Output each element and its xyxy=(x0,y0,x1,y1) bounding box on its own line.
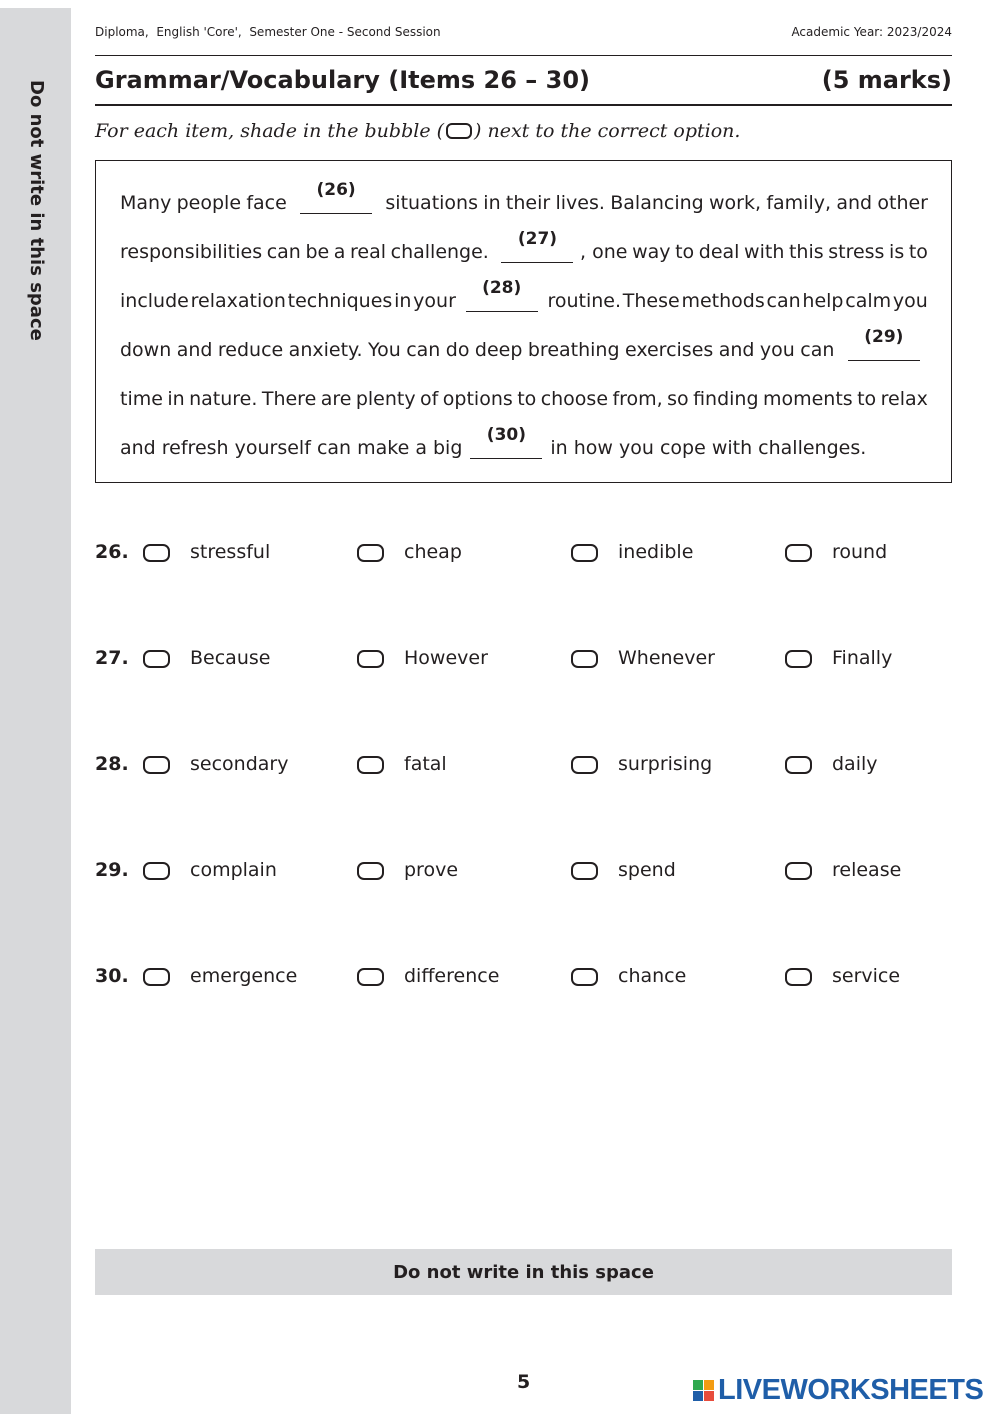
passage-word: finding xyxy=(693,388,759,410)
option-label: However xyxy=(404,647,488,669)
answer-bubble-icon[interactable] xyxy=(143,862,170,880)
blank-number: (27) xyxy=(517,229,558,249)
passage-word: so xyxy=(667,388,689,410)
passage-line-1 xyxy=(120,180,928,214)
passage-word: and xyxy=(176,339,213,361)
answer-blank-28 xyxy=(466,278,538,312)
passage-word: can xyxy=(266,241,301,263)
passage-word: family, xyxy=(766,192,832,214)
passage-word: work, xyxy=(709,192,762,214)
option-label: release xyxy=(832,859,902,881)
question-number: 27. xyxy=(95,647,129,669)
passage-word: you xyxy=(759,339,795,361)
page-number: 5 xyxy=(517,1371,531,1393)
answer-bubble-icon[interactable] xyxy=(357,650,384,668)
passage-word: are xyxy=(320,388,352,410)
answer-bubble-icon[interactable] xyxy=(357,968,384,986)
passage-word: time xyxy=(120,388,163,410)
question-row xyxy=(95,751,952,781)
brand-watermark xyxy=(693,1374,983,1407)
answer-bubble-icon[interactable] xyxy=(143,650,170,668)
answer-blank-30 xyxy=(470,425,542,459)
question-number: 29. xyxy=(95,859,129,881)
passage-word: in xyxy=(394,290,412,312)
header-divider xyxy=(95,55,952,56)
passage-word: deal xyxy=(698,241,740,263)
passage-word: of xyxy=(420,388,439,410)
passage-word: to xyxy=(857,388,877,410)
answer-bubble-icon[interactable] xyxy=(785,968,812,986)
option-label: complain xyxy=(190,859,277,881)
passage-word: real xyxy=(350,241,387,263)
passage-word: options xyxy=(442,388,513,410)
passage-word: breathing xyxy=(527,339,620,361)
passage-word: These xyxy=(622,290,680,312)
blank-number: (28) xyxy=(482,278,522,298)
passage-word: do xyxy=(445,339,470,361)
passage-word: to xyxy=(675,241,695,263)
passage-text: in how you cope with challenges. xyxy=(550,437,867,459)
passage-word: can xyxy=(406,339,441,361)
option-label: spend xyxy=(618,859,676,881)
bubble-example-icon xyxy=(446,123,472,139)
passage-word: is xyxy=(889,241,905,263)
passage-text: and refresh yourself can make a big xyxy=(120,437,463,459)
blank-number: (26) xyxy=(316,180,356,200)
blank-number: (29) xyxy=(864,327,904,347)
footer-bar xyxy=(95,1249,952,1295)
instruction-text-after: ) next to the correct option. xyxy=(474,120,741,142)
passage-word: with xyxy=(744,241,785,263)
passage-word: , one xyxy=(580,241,628,263)
answer-bubble-icon[interactable] xyxy=(143,968,170,986)
passage-word: and xyxy=(718,339,755,361)
passage-word: to xyxy=(908,241,928,263)
passage-word: choose xyxy=(540,388,609,410)
section-marks: (5 marks) xyxy=(821,66,952,94)
header-academic-year: Academic Year: 2023/2024 xyxy=(791,25,952,39)
passage-word: include xyxy=(120,290,189,312)
passage-word: calm xyxy=(845,290,892,312)
passage-word: deep xyxy=(474,339,523,361)
question-row xyxy=(95,857,952,887)
option-label: emergence xyxy=(190,965,298,987)
question-number: 30. xyxy=(95,965,129,987)
passage-word: There xyxy=(261,388,317,410)
answer-bubble-icon[interactable] xyxy=(571,968,598,986)
passage-box xyxy=(95,160,952,483)
passage-word: their xyxy=(505,192,551,214)
section-title: Grammar/Vocabulary (Items 26 – 30) xyxy=(95,66,591,94)
option-label: fatal xyxy=(404,753,447,775)
passage-word: routine. xyxy=(547,290,621,312)
passage-word: you xyxy=(892,290,928,312)
passage-line-4 xyxy=(120,327,928,361)
passage-word: in xyxy=(167,388,185,410)
passage-word: Many xyxy=(120,192,172,214)
answer-bubble-icon[interactable] xyxy=(785,862,812,880)
passage-word: anxiety. xyxy=(288,339,363,361)
passage-word: plenty xyxy=(355,388,416,410)
brand-name: LIVEWORKSHEETS xyxy=(718,1374,984,1406)
passage-word: nature. xyxy=(189,388,258,410)
passage-word: methods xyxy=(681,290,765,312)
question-row xyxy=(95,539,952,569)
passage-word: stress xyxy=(828,241,885,263)
option-label: Finally xyxy=(832,647,893,669)
passage-word: relaxation xyxy=(190,290,286,312)
option-label: Because xyxy=(190,647,271,669)
option-label: daily xyxy=(832,753,878,775)
passage-word: exercises xyxy=(624,339,714,361)
passage-line-6 xyxy=(120,425,928,459)
passage-word: relax xyxy=(880,388,928,410)
passage-word: a xyxy=(333,241,346,263)
option-label: surprising xyxy=(618,753,713,775)
answer-bubble-icon[interactable] xyxy=(571,862,598,880)
passage-word: be xyxy=(305,241,330,263)
question-row xyxy=(95,645,952,675)
passage-word: other xyxy=(877,192,928,214)
passage-word: and xyxy=(836,192,873,214)
passage-line-2 xyxy=(120,229,928,263)
brand-logo-icon xyxy=(693,1380,714,1401)
header-course: Diploma, English 'Core', Semester One - Second Session xyxy=(95,25,441,39)
passage-word: You xyxy=(368,339,401,361)
answer-bubble-icon[interactable] xyxy=(143,544,170,562)
passage-word: reduce xyxy=(217,339,284,361)
passage-word: responsibilities xyxy=(120,241,263,263)
option-label: secondary xyxy=(190,753,289,775)
answer-bubble-icon[interactable] xyxy=(357,862,384,880)
question-number: 26. xyxy=(95,541,129,563)
instruction xyxy=(95,120,740,142)
answer-bubble-icon[interactable] xyxy=(571,756,598,774)
passage-word: help xyxy=(802,290,844,312)
passage-word: your xyxy=(413,290,456,312)
passage-word: from, xyxy=(612,388,663,410)
answer-blank-29 xyxy=(848,327,920,361)
blank-number: (30) xyxy=(486,425,526,445)
option-label: service xyxy=(832,965,901,987)
passage-word: face xyxy=(246,192,287,214)
passage-word: challenge. xyxy=(390,241,489,263)
answer-bubble-icon[interactable] xyxy=(571,544,598,562)
answer-bubble-icon[interactable] xyxy=(785,650,812,668)
passage-line-5 xyxy=(120,380,928,410)
question-row xyxy=(95,963,952,993)
option-label: chance xyxy=(618,965,687,987)
title-divider xyxy=(95,104,952,106)
passage-word: this xyxy=(788,241,824,263)
passage-word: situations xyxy=(385,192,478,214)
footer-bar-text: Do not write in this space xyxy=(393,1261,654,1283)
option-label: prove xyxy=(404,859,459,881)
answer-bubble-icon[interactable] xyxy=(357,544,384,562)
passage-word: lives. xyxy=(555,192,605,214)
passage-word: can xyxy=(800,339,835,361)
side-margin-strip xyxy=(0,8,71,1414)
passage-word: in xyxy=(483,192,501,214)
answer-bubble-icon[interactable] xyxy=(785,544,812,562)
option-label: Whenever xyxy=(618,647,715,669)
passage-line-3 xyxy=(120,278,928,312)
answer-bubble-icon[interactable] xyxy=(571,650,598,668)
option-label: difference xyxy=(404,965,500,987)
side-margin-text: Do not write in this space xyxy=(26,80,47,341)
answer-bubble-icon[interactable] xyxy=(143,756,170,774)
passage-word: people xyxy=(176,192,242,214)
passage-word: techniques xyxy=(287,290,393,312)
passage-word: way xyxy=(632,241,671,263)
passage-word: can xyxy=(766,290,801,312)
passage-word: down xyxy=(120,339,172,361)
instruction-text-before: For each item, shade in the bubble ( xyxy=(95,120,445,142)
option-label: inedible xyxy=(618,541,694,563)
answer-blank-26 xyxy=(300,180,372,214)
passage-word: to xyxy=(517,388,537,410)
option-label: round xyxy=(832,541,888,563)
option-label: cheap xyxy=(404,541,462,563)
answer-bubble-icon[interactable] xyxy=(357,756,384,774)
option-label: stressful xyxy=(190,541,271,563)
answer-blank-27 xyxy=(501,229,573,263)
question-number: 28. xyxy=(95,753,129,775)
passage-word: Balancing xyxy=(610,192,704,214)
passage-word: moments xyxy=(762,388,853,410)
answer-bubble-icon[interactable] xyxy=(785,756,812,774)
